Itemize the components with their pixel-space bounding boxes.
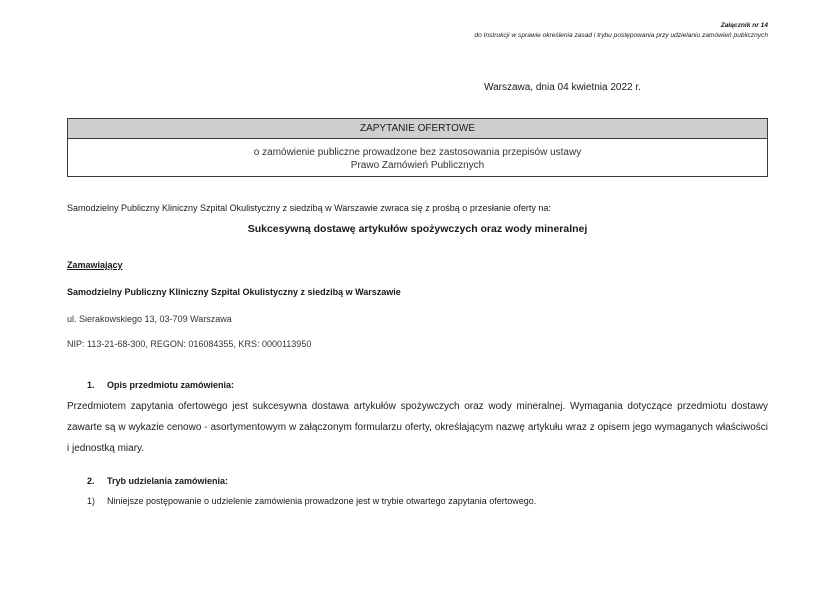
order-subject: Sukcesywną dostawę artykułów spożywczych oraz wody mineralnej [247,223,588,235]
subtitle-line-1: o zamówienie publiczne prowadzone bez zastosowania przepisów ustawy [253,147,582,158]
list-item [87,496,536,506]
section-number: 2. [87,476,95,486]
contracting-authority-name: Samodzielny Publiczny Kliniczny Szpital Okulistyczny z siedzibą w Warszawie [67,287,401,297]
place-date-line: Warszawa, dnia 04 kwietnia 2022 r. [484,82,641,93]
contracting-authority-label: Zamawiający [67,260,123,270]
subtitle-line-2: Prawo Zamówień Publicznych [350,160,485,171]
document-subtitle [68,139,767,172]
section-title: Opis przedmiotu zamówienia: [107,380,235,390]
title-box [67,118,768,177]
section-heading-2 [87,476,228,486]
document-title: ZAPYTANIE OFERTOWE [68,119,767,139]
annex-number: Załącznik nr 14 [720,22,768,29]
annex-note [474,21,768,41]
list-item-text: Niniejsze postępowanie o udzielenie zamówienia prowadzone jest w trybie otwartego zapytania ofertowego. [107,496,537,506]
intro-text: Samodzielny Publiczny Kliniczny Szpital Okulistyczny z siedzibą w Warszawie zwraca się z prośbą o przesłanie oferty na: [67,203,551,213]
list-item-number: 1) [87,496,96,506]
contracting-authority-address: ul. Sierakowskiego 13, 03-709 Warszawa [67,314,232,324]
annex-description: do Instrukcji w sprawie określenia zasad i trybu postępowania przy udzielaniu zamówień publicznych [474,32,768,39]
section-1-paragraph: Przedmiotem zapytania ofertowego jest sukcesywna dostawa artykułów spożywczych oraz wody mineralnej. Wymagania dotyczące przedmiotu dostawy zawarte są w wykazie cenowo - asortymentowym w załączonym formularzu oferty, określającym nazwę artykułu wraz z opisem jego wymaganych właściwości i jednostką miary. [67,401,768,454]
contracting-authority-ids: NIP: 113-21-68-300, REGON: 016084355, KRS: 0000113950 [67,339,312,349]
section-heading-1 [87,380,234,390]
section-title: Tryb udzielania zamówienia: [107,476,229,486]
section-number: 1. [87,380,95,390]
